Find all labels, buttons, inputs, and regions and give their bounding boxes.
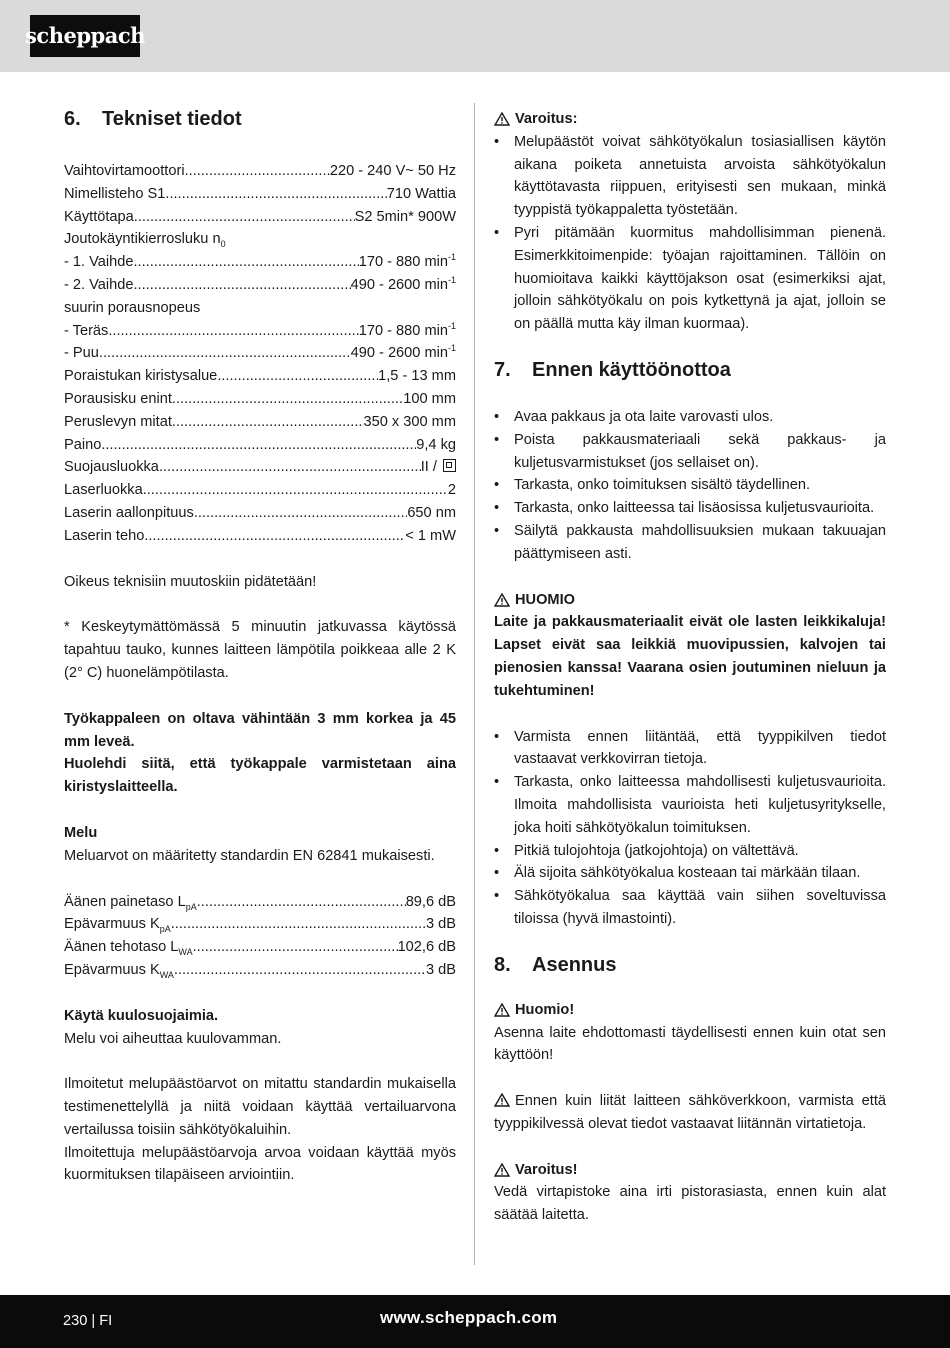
spec-label: - 1. Vaihde [64,254,134,271]
ear-protection-text: Melu voi aiheuttaa kuulovamman. [64,1030,282,1047]
spec-row [64,342,456,365]
list-item: • Tarkasta, onko laitteessa tai lisäosissa kuljetusvaurioita. [494,497,886,520]
spec-label: Äänen painetaso $L_{pA}$ [64,893,197,912]
leader-dots [101,434,416,457]
unplug-text: Vedä virtapistoke aina irti pistorasiasta, ennen kuin alat säätää laitetta. [494,1184,886,1224]
spec-row [64,456,456,479]
spec-label: Laserluokka [64,482,143,499]
spec-value: 102,6 dB [397,939,456,956]
note-text: Asenna laite ehdottomasti täydellisesti ennen kuin otat sen käyttöön! [494,1024,886,1064]
spec-value: 650 nm [407,504,456,521]
right-column [494,108,886,1227]
leader-dots [172,388,403,411]
spec-value: S2 5min* 900W [354,208,456,225]
spec-label: Paino [64,436,102,453]
spec-value: 490 - 2600 $\min^{-1}$ [350,343,456,362]
footnote: * Keskeytymättömässä 5 minuutin jatkuvassa käytössä tapahtuu tauko, kunnes laitteen lämpötila poikkeaa alle 2 K (2° C) huonelämpötilasta. [64,619,456,681]
spec-label: - Teräs [64,322,109,339]
warning-2-heading [494,1159,886,1182]
leader-dots [194,502,408,525]
spec-row [64,274,456,297]
unpacking-list [494,406,886,566]
warning-title: Varoitus: [515,111,578,127]
spec-label: - Puu [64,345,99,362]
list-item: • Varmista ennen liitäntää, että tyyppikilven tiedot vastaavat verkkovirran tietoja. [494,726,886,772]
leader-dots [197,891,406,914]
spec-label: Laserin teho [64,527,145,544]
noise-spec-row [64,936,456,959]
page-header [0,0,950,72]
spec-list [64,160,456,548]
leader-dots [165,183,386,206]
spec-value: 100 mm [403,390,456,407]
note-title: Huomio! [515,1001,575,1018]
spec-row [64,297,456,320]
list-item: • Älä sijoita sähkötyökalua kosteaan tai märkään tilaan. [494,862,886,885]
mains-check-text [494,1090,886,1136]
spec-label: suurin porausnopeus [64,299,201,316]
warning-heading [494,108,886,131]
leader-dots [172,411,364,434]
list-item: • Pyri pitämään kuormitus mahdollisimman pienenä. Esimerkkitoimenpide: työajan rajoittaminen. Tällöin on huomioitava kaikki käyttöjakson osat (esimerkiksi ajat, jolloin sähkötyökalu on pois kytkettynä ja ajat, jolloin se on päällä mutta käy ilman kuormaa). [494,222,886,336]
warning-triangle-icon [494,1003,510,1017]
section-number: 8. [494,953,511,976]
workpiece-size-note: Työkappaleen on oltava vähintään 3 mm korkea ja 45 mm leveä. [64,710,456,750]
scheppach-logo: scheppach [30,15,140,57]
spec-row [64,228,456,251]
spec-row [64,183,456,206]
spec-row [64,206,456,229]
leader-dots [193,936,398,959]
spec-value: 710 Wattia [386,185,456,202]
clamping-note: Huolehdi siitä, että työkappale varmistetaan aina kiristyslaitteella. [64,756,456,796]
column-divider [474,103,475,1265]
warning-triangle-icon [494,1093,510,1107]
noise-text: Meluarvot on määritetty standardin EN 62841 mukaisesti. [64,847,435,864]
mains-check-label: Ennen kuin liität laitteen sähköverkkoon, varmista että tyyppikilvessä olevat tiedot vastaavat liitännän virtatietoja. [494,1093,886,1132]
attention-heading [494,589,886,612]
spec-label: Porausisku enint [64,390,172,407]
left-column [64,105,456,1187]
leader-dots [134,206,355,229]
spec-row [64,479,456,502]
spec-superscript: -1 [447,274,456,285]
spec-value: 490 - 2600 $\min^{-1}$ [350,274,456,293]
section-number: 7. [494,358,511,381]
section-title: Ennen käyttöönottoa [532,358,731,381]
list-item: • Tarkasta, onko laitteessa mahdollisesti kuljetusvaurioita. Ilmoita mahdollisista vaurioista heti kuljetusyritykselle, joka hoiti sähkötyökalun toimituksen. [494,771,886,839]
section-7-heading [494,356,886,384]
noise-heading: Melu [64,824,98,841]
note-heading [494,999,886,1022]
warning-triangle-icon [494,112,510,126]
attention-title: HUOMIO [515,591,575,608]
spec-value: 3 dB [425,961,456,978]
leader-dots [174,959,426,982]
spec-value: 350 x 300 mm [363,413,456,430]
spec-label: Vaihtovirtamoottori [64,163,185,179]
rights-reserved-note: Oikeus teknisiin muutoskiin pidätetään! [64,573,317,590]
leader-dots [159,456,421,479]
spec-superscript: -1 [447,343,456,354]
double-insulation-icon [443,459,456,472]
warning-list [494,131,886,336]
warning-2-title: Varoitus! [515,1161,578,1178]
spec-subscript: pA [185,901,197,912]
spec-subscript: WA [159,969,174,980]
list-item: • Sähkötyökalua saa käyttää vain siihen soveltuvissa tiloissa (hyvä ilmastointi). [494,885,886,931]
leader-dots [143,479,448,502]
leader-dots [108,320,358,343]
leader-dots [171,913,426,936]
list-item: • Poista pakkausmateriaali sekä pakkaus- ja kuljetusvarmistukset (jos sellaiset on). [494,429,886,475]
spec-label: Suojausluokka [64,459,159,476]
spec-subscript: pA [159,924,171,935]
spec-value: 2 [447,482,456,499]
spec-label: Laserin aallonpituus [64,504,194,521]
spec-row [64,160,456,183]
ear-protection-heading: Käytä kuulosuojaimia. [64,1007,219,1024]
warning-triangle-icon [494,1163,510,1177]
spec-row [64,365,456,388]
spec-row [64,502,456,525]
spec-superscript: -1 [447,252,456,263]
spec-value: 89,6 dB [405,893,456,910]
spec-label: Peruslevyn mitat [64,413,172,430]
spec-row [64,411,456,434]
noise-spec-row [64,959,456,982]
spec-row [64,434,456,457]
leader-dots [185,160,330,183]
list-item: • Tarkasta, onko toimituksen sisältö täydellinen. [494,474,886,497]
leader-dots [217,365,378,388]
declared-values-text-1: Ilmoitetut melupäästöarvot on mitattu standardin mukaisella testimenettelyllä ja niitä voidaan käyttää vertailuarvona vertailussa toisiin sähkötyökaluihin. [64,1076,456,1138]
spec-label: Äänen tehotaso $L_{WA}$ [64,939,193,958]
spec-label: Joutokäyntikierrosluku $n_0$ [64,231,226,250]
noise-spec-row [64,891,456,914]
leader-dots [134,251,359,274]
spec-row [64,251,456,274]
section-6-heading [64,105,456,133]
spec-value: < 1 mW [405,527,456,544]
spec-value: 9,4 kg [416,436,456,453]
list-item: • Pitkiä tulojohtoja (jatkojohtoja) on vältettävä. [494,840,886,863]
spec-value: 3 dB [425,916,456,933]
spec-label: Nimellisteho S1 [64,185,166,202]
section-number: 6. [64,108,81,130]
spec-value: II / [421,456,456,479]
spec-label: Poraistukan kiristysalue [64,368,218,385]
list-item: • Säilytä pakkausta mahdollisuuksien mukaan takuuajan päättymiseen asti. [494,520,886,566]
page-number: 230 | FI [63,1313,113,1329]
noise-spec-list [64,891,456,982]
page-footer [0,1295,950,1348]
spec-value: 1,5 - 13 mm [378,368,456,385]
spec-subscript: 0 [220,239,226,250]
section-title: Tekniset tiedot [102,108,242,130]
declared-values-text-2: Ilmoitettuja melupäästöarvoja arvoa voidaan käyttää myös kuormituksen tilapäiseen arviointiin. [64,1144,456,1184]
leader-dots [134,274,351,297]
section-title: Asennus [532,953,617,976]
spec-label: - 2. Vaihde [64,276,134,293]
leader-dots [99,342,351,365]
spec-row [64,320,456,343]
section-8-heading [494,951,886,979]
spec-superscript: -1 [447,320,456,331]
spec-row [64,525,456,548]
spec-label: Käyttötapa [64,208,134,225]
list-item: • Avaa pakkaus ja ota laite varovasti ulos. [494,406,886,429]
list-item: • Melupäästöt voivat sähkötyökalun tosiasiallisen käytön aikana poiketa annetuista arvoista sähkötyökalun käyttötavasta riippuen, erityisesti sen mukaan, minkä tyyppistä työkappaletta työstetään. [494,131,886,222]
website-link[interactable]: www.scheppach.com [380,1308,558,1327]
spec-label: Epävarmuus $K_{WA}$ [64,961,174,980]
noise-spec-row [64,913,456,936]
child-safety-warning: Laite ja pakkausmateriaalit eivät ole lasten leikkikaluja! Lapset eivät saa leikkiä muovipussien, kalvojen tai pienosien kanssa! Vaarana osien joutuminen nieluun ja tukehtuminen! [494,614,886,699]
spec-label: Epävarmuus $K_{pA}$ [64,916,171,935]
pre-connection-list [494,726,886,931]
spec-value: 170 - 880 $\min^{-1}$ [358,252,456,271]
spec-subscript: WA [178,947,193,958]
spec-value: 170 - 880 $\min^{-1}$ [358,320,456,339]
spec-value: 220 - 240 V~ 50 Hz [329,163,456,179]
spec-row [64,388,456,411]
warning-triangle-icon [494,593,510,607]
leader-dots [144,525,405,548]
